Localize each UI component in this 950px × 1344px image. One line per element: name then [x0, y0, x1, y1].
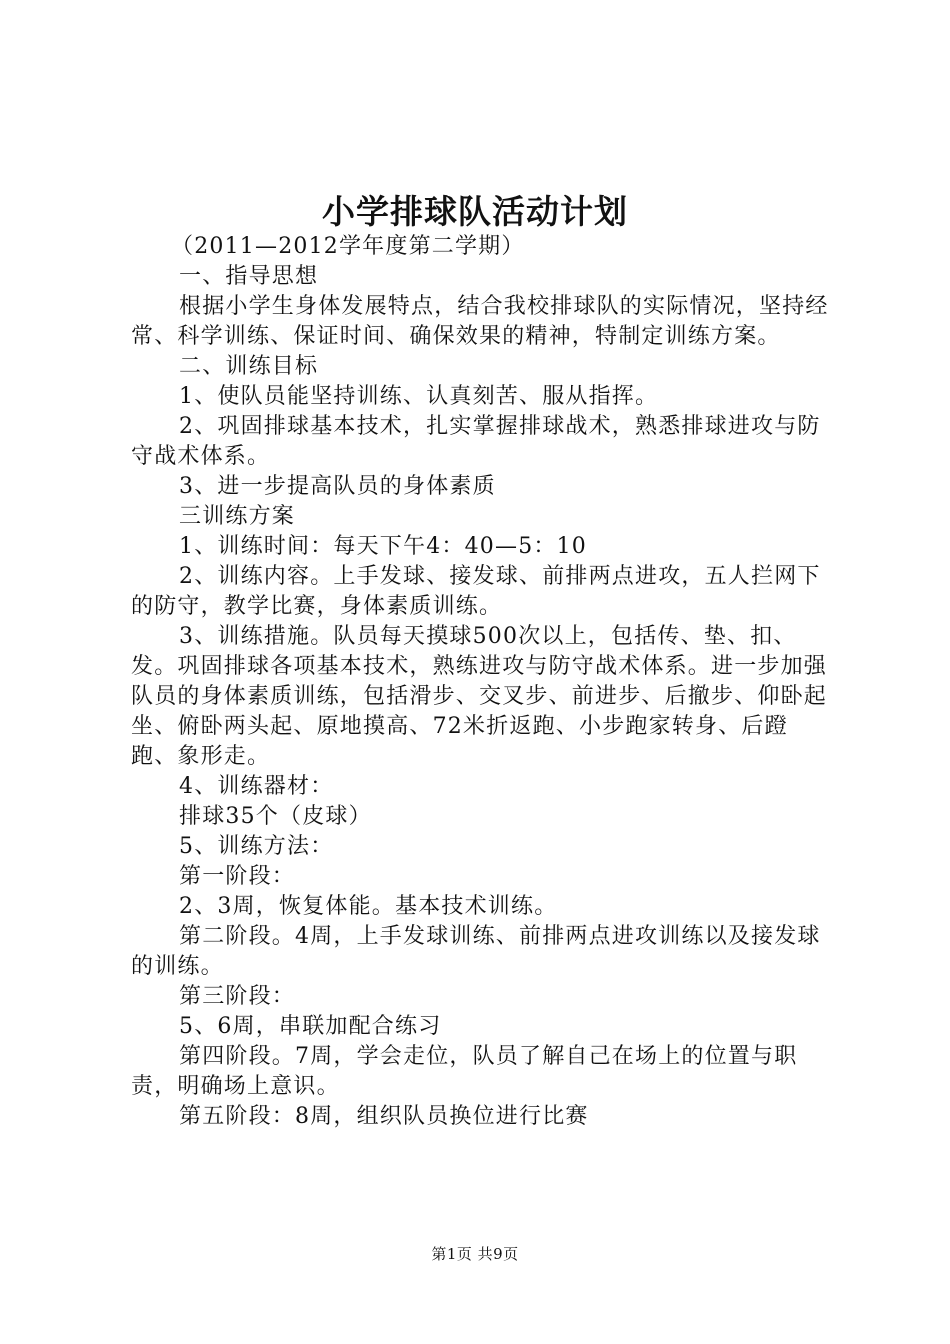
- paragraph: 5、6周，串联加配合练习: [179, 1014, 442, 1039]
- paragraph: 3、训练措施。队员每天摸球500次以上，包括传、垫、扣、发。巩固排球各项基本技术，熟练进攻与防守战术体系。进一步加强队员的身体素质训练，包括滑步、交叉步、前进步、后撤步、仰卧起坐、俯卧两头起、原地摸高、72米折返跑、小步跑家转身、后蹬跑、象形走。: [131, 624, 828, 769]
- document-subtitle: （2011—2012学年度第二学期）: [171, 234, 525, 259]
- paragraph: 第四阶段。7周，学会走位，队员了解自己在场上的位置与职责，明确场上意识。: [131, 1044, 798, 1099]
- paragraph: 第一阶段：: [179, 864, 296, 889]
- section-heading: 二、训练目标: [179, 354, 319, 379]
- paragraph: 1、训练时间：每天下午4：40—5：10: [179, 534, 587, 559]
- paragraph: 1、使队员能坚持训练、认真刻苦、服从指挥。: [179, 384, 659, 409]
- page-footer: 第1页 共9页: [431, 1245, 519, 1263]
- paragraph: 根据小学生身体发展特点，结合我校排球队的实际情况，坚持经常、科学训练、保证时间、确保效果的精神，特制定训练方案。: [131, 294, 829, 349]
- paragraph: 3、进一步提高队员的身体素质: [179, 474, 496, 499]
- paragraph: 2、3周，恢复体能。基本技术训练。: [179, 894, 558, 919]
- paragraph: 5、训练方法：: [179, 834, 334, 859]
- section-heading: 三训练方案: [179, 504, 296, 529]
- paragraph: 第二阶段。4周，上手发球训练、前排两点进攻训练以及接发球的训练。: [131, 924, 821, 979]
- paragraph: 4、训练器材：: [179, 774, 334, 799]
- section-heading: 一、指导思想: [179, 264, 319, 289]
- document-title: 小学排球队活动计划: [322, 192, 628, 231]
- document-body: [131, 232, 831, 1132]
- paragraph: 2、巩固排球基本技术，扎实掌握排球战术，熟悉排球进攻与防守战术体系。: [131, 414, 821, 469]
- paragraph: 第三阶段：: [179, 984, 296, 1009]
- paragraph: 2、训练内容。上手发球、接发球、前排两点进攻，五人拦网下的防守，教学比赛，身体素质训练。: [131, 564, 821, 619]
- paragraph: 第五阶段：8周，组织队员换位进行比赛: [179, 1104, 589, 1129]
- paragraph: 排球35个（皮球）: [179, 804, 372, 829]
